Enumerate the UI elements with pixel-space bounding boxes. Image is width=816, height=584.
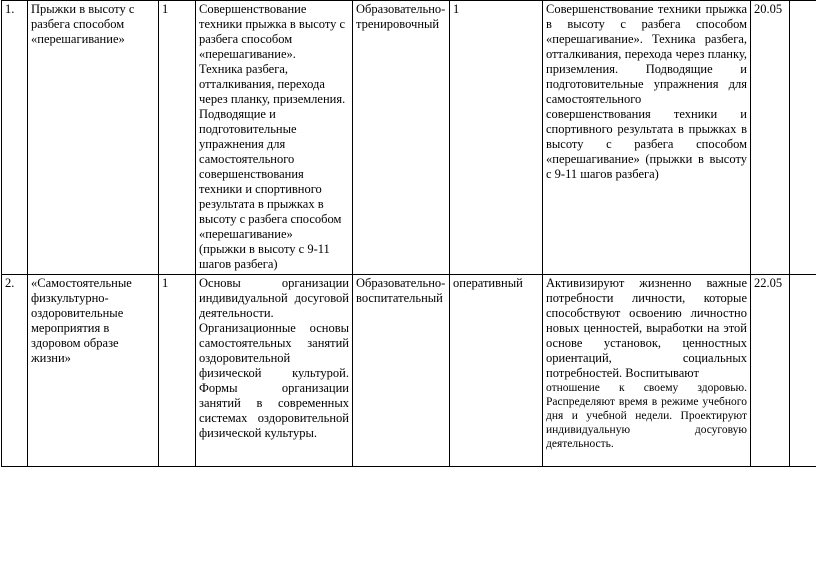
expected-results-text: Активизируют жизненно важные потребности личности, которые способствуют освоению личностно новых ценностей, выработки на этой основе установок, ценностных ориентаций, социальных потребностей. Воспитывают — [546, 276, 747, 380]
expected-results-text-small: отношение к своему здоровью. Распределяют время в режиме учебного дня и учебной недели. Проектируют индивидуальную досуговую деятельность. — [546, 382, 747, 450]
lesson-content: Совершенствование техники прыжка в высоту с разбега способом «перешагивание». Техника разбега, отталкивания, перехода через планку, приземления. Подводящие и подготовительные упражнения для самостоятельного совершенствования техники и спортивного результата в прыжках в высоту с разбега способом «перешагивание» (прыжки в высоту с 9-11 шагов разбега) — [196, 1, 353, 275]
table-row — [2, 1, 816, 275]
expected-results — [543, 275, 751, 467]
lesson-date: 22.05 — [751, 275, 790, 467]
lesson-form: оперативный — [450, 275, 543, 467]
lesson-topic: Прыжки в высоту с разбега способом «перешагивание» — [28, 1, 159, 275]
lesson-content: Основы организации индивидуальной досуговой деятельности. Организационные основы самостоятельных занятий оздоровительной физической культурой. Формы организации занятий в современных системах оздоровительной физической культуры. — [196, 275, 353, 467]
row-number: 1. — [2, 1, 28, 275]
row-number: 2. — [2, 275, 28, 467]
lesson-topic: «Самостоятельные физкультурно-оздоровительные мероприятия в здоровом образе жизни» — [28, 275, 159, 467]
lesson-form: 1 — [450, 1, 543, 275]
hours-count: 1 — [159, 275, 196, 467]
hours-count: 1 — [159, 1, 196, 275]
lesson-plan-table — [1, 0, 816, 467]
expected-results-text: Совершенствование техники прыжка в высоту с разбега способом «перешагивание». Техника разбега, отталкивания, перехода через планку, приземления. Подводящие и подготовительные упражнения для самостоятельного совершенствования техники и спортивного результата в прыжках в высоту с разбега способом «перешагивание» (прыжки в высоту с 9-11 шагов разбега) — [546, 2, 747, 181]
lesson-type: Образовательно-тренировочный — [353, 1, 450, 275]
lesson-date: 20.05 — [751, 1, 790, 275]
lesson-type: Образовательно-воспитательный — [353, 275, 450, 467]
extra-cell — [790, 275, 816, 467]
expected-results — [543, 1, 751, 275]
table-row — [2, 275, 816, 467]
extra-cell — [790, 1, 816, 275]
